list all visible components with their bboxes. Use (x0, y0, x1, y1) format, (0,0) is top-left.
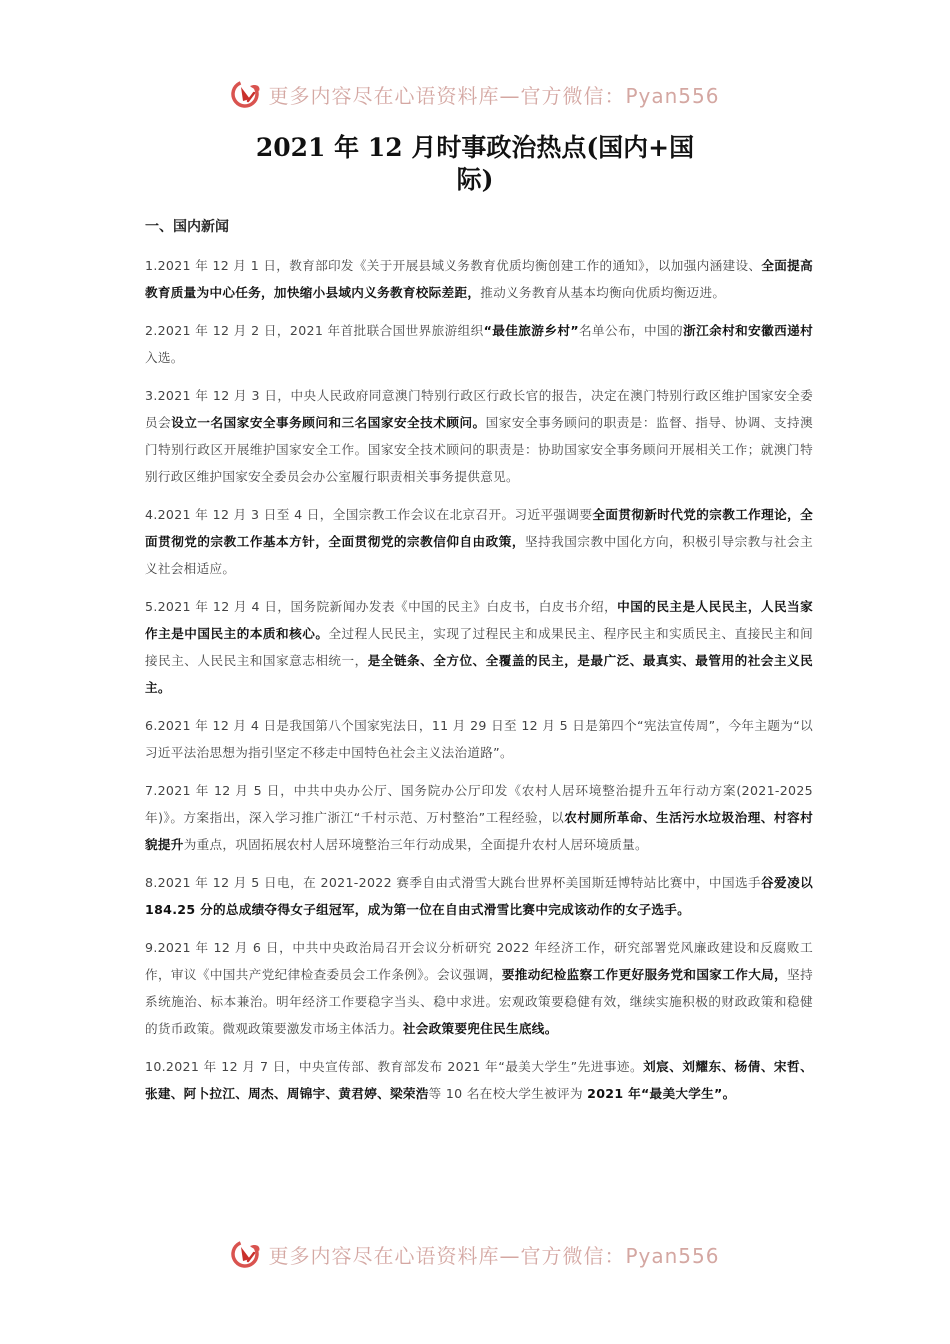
news-item-highlight: 农村厕所革命、生活污水垃圾治理、村容村貌提升 (145, 810, 813, 852)
banner-text: 更多内容尽在心语资料库—官方微信：Pyan556 (268, 1243, 720, 1268)
news-item-text: 1.2021 年 12 月 1 日，教育部印发《关于开展县域义务教育优质均衡创建工作的通知》，以加强内涵建设、 (145, 258, 762, 273)
news-item-text: 为重点，巩固拓展农村人居环境整治三年行动成果，全面提升农村人居环境质量。 (183, 837, 648, 852)
news-item-highlight: 中国的民主是人民民主，人民当家作主是中国民主的本质和核心。 (145, 599, 813, 641)
page-title-line-2: 际) (456, 165, 494, 194)
news-item-text: 推动义务教育从基本均衡向优质均衡迈进。 (480, 285, 726, 300)
news-item-highlight: “最佳旅游乡村” (483, 323, 579, 338)
news-item (145, 712, 813, 766)
news-item-text: 入选。 (145, 350, 184, 365)
news-item-highlight: 全面贯彻新时代党的宗教工作理论，全面贯彻党的宗教工作基本方针，全面贯彻党的宗教信仰自由政策， (145, 507, 813, 549)
banner-logo-icon (230, 77, 264, 111)
news-item-text: 坚持我国宗教中国化方向，积极引导宗教与社会主义社会相适应。 (145, 534, 814, 576)
news-item-highlight: 2021 年“最美大学生”。 (587, 1086, 736, 1101)
news-item-text: 全过程人民民主，实现了过程民主和成果民主、程序民主和实质民主、直接民主和间接民主、人民民主和国家意志相统一， (145, 626, 813, 668)
news-item-text: 9.2021 年 12 月 6 日，中共中央政治局召开会议分析研究 2022 年经济工作，研究部署党风廉政建设和反腐败工作，审议《中国共产党纪律检查委员会工作条例》。会议强调， (145, 940, 813, 982)
news-item (145, 934, 813, 1042)
footer-banner (0, 1234, 950, 1274)
section-heading: 一、国内新闻 (145, 219, 229, 235)
banner-logo-icon (230, 1237, 264, 1271)
news-item-text: 2.2021 年 12 月 2 日，2021 年首批联合国世界旅游组织 (145, 323, 484, 338)
news-item (145, 501, 813, 582)
page-title-line-1: 2021 年 12 月时事政治热点(国内+国 (255, 133, 695, 162)
news-item-highlight: 刘宸、刘耀东、杨倩、宋哲、张建、阿卜拉江、周杰、周锦宇、黄君婷、梁荣浩 (145, 1059, 813, 1101)
news-item-text: 8.2021 年 12 月 5 日电，在 2021-2022 赛季自由式滑雪大跳台世界杯美国斯廷博特站比赛中，中国选手 (145, 875, 762, 890)
news-item-text: 3.2021 年 12 月 3 日，中央人民政府同意澳门特别行政区行政长官的报告，决定在澳门特别行政区维护国家安全委员会 (145, 388, 813, 430)
news-item-highlight: 谷爱凌以 184.25 分的总成绩夺得女子组冠军，成为第一位在自由式滑雪比赛中完成该动作的女子选手。 (145, 875, 813, 917)
news-list (145, 252, 813, 1118)
header-banner (0, 74, 950, 114)
news-item-text: 10.2021 年 12 月 7 日，中央宣传部、教育部发布 2021 年“最美大学生”先进事迹。 (145, 1059, 644, 1074)
news-item-highlight: 是全链条、全方位、全覆盖的民主，是最广泛、最真实、最管用的社会主义民主。 (145, 653, 813, 695)
news-item-text: 坚持系统施治、标本兼治。明年经济工作要稳字当头、稳中求进。宏观政策要稳健有效，继续实施积极的财政政策和稳健的货币政策。微观政策要激发市场主体活力。 (145, 967, 813, 1036)
news-item-highlight: 要推动纪检监察工作更好服务党和国家工作大局， (501, 967, 788, 982)
page-title (240, 132, 710, 196)
news-item-text: 等 10 名在校大学生被评为 (428, 1086, 588, 1101)
banner-text: 更多内容尽在心语资料库—官方微信：Pyan556 (268, 83, 720, 108)
news-item (145, 382, 813, 490)
news-item-text: 5.2021 年 12 月 4 日，国务院新闻办发表《中国的民主》白皮书，白皮书介绍， (145, 599, 618, 614)
news-item-highlight: 社会政策要兜住民生底线。 (402, 1021, 558, 1036)
news-item-text: 名单公布，中国的 (578, 323, 684, 338)
news-item (145, 593, 813, 701)
news-item-text: 6.2021 年 12 月 4 日是我国第八个国家宪法日，11 月 29 日至 12 月 5 日是第四个“宪法宣传周”，今年主题为“以习近平法治思想为指引坚定不移走中国特色社会主义法治道路”。 (145, 718, 813, 760)
news-item (145, 869, 813, 923)
news-item (145, 252, 813, 306)
news-item (145, 777, 813, 858)
news-item (145, 317, 813, 371)
news-item-highlight: 浙江余村和安徽西递村 (683, 323, 813, 338)
news-item (145, 1053, 813, 1107)
news-item-highlight: 设立一名国家安全事务顾问和三名国家安全技术顾问。 (171, 415, 486, 430)
news-item-text: 国家安全事务顾问的职责是：监督、指导、协调、支持澳门特别行政区开展维护国家安全工作。国家安全技术顾问的职责是：协助国家安全事务顾问开展相关工作；就澳门特别行政区维护国家安全委员会办公室履行职责相关事务提供意见。 (145, 415, 814, 484)
news-item-highlight: 全面提高教育质量为中心任务，加快缩小县域内义务教育校际差距， (145, 258, 813, 300)
news-item-text: 4.2021 年 12 月 3 日至 4 日，全国宗教工作会议在北京召开。习近平强调要 (145, 507, 593, 522)
news-item-text: 7.2021 年 12 月 5 日，中共中央办公厅、国务院办公厅印发《农村人居环境整治提升五年行动方案(2021-2025 年)》。方案指出，深入学习推广浙江“千村示范、万村整治”工程经验，以 (145, 783, 813, 825)
